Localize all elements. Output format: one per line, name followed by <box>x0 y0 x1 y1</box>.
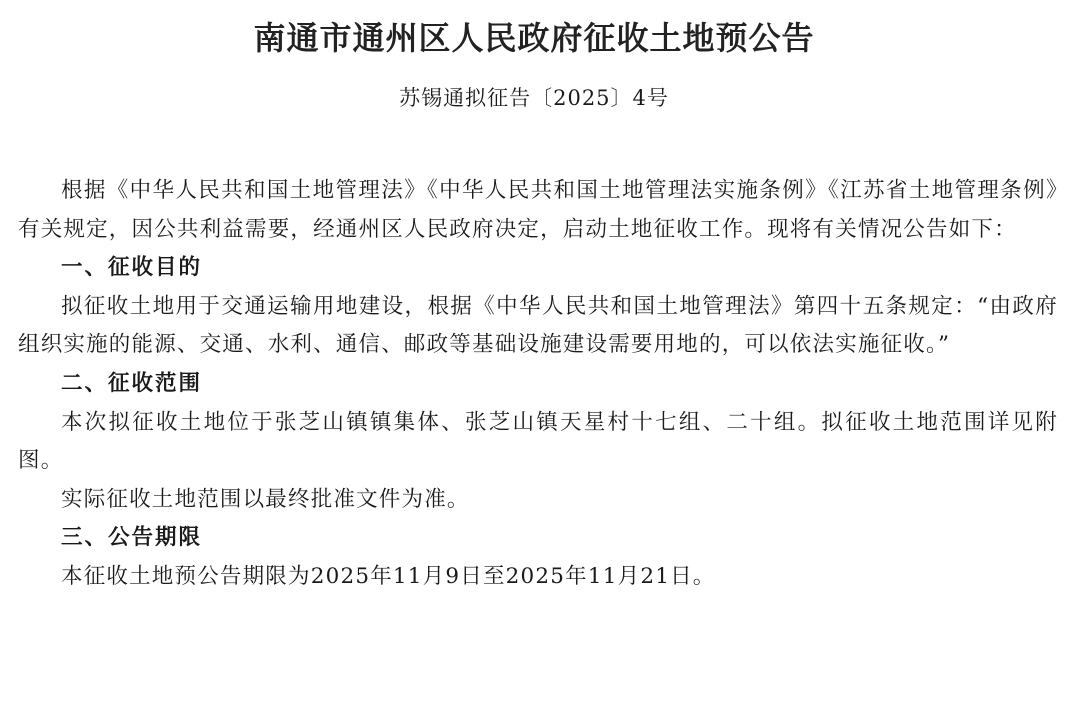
section-paragraph: 本征收土地预公告期限为2025年11月9日至2025年11月21日。 <box>61 563 716 589</box>
document-title: 南通市通州区人民政府征收土地预公告 <box>253 19 815 57</box>
section-paragraph: 本次拟征收土地位于张芝山镇镇集体、张芝山镇天星村十七组、二十组。拟征收土地范围详见附图。 <box>18 409 1058 474</box>
section-heading-scope: 二、征收范围 <box>61 370 203 396</box>
section-heading-purpose: 一、征收目的 <box>61 255 203 281</box>
document-body <box>18 172 1058 597</box>
section-paragraph: 实际征收土地范围以最终批准文件为准。 <box>61 486 470 512</box>
section-heading-period: 三、公告期限 <box>61 525 203 551</box>
document-number: 苏锡通拟征告〔2025〕4号 <box>399 86 669 110</box>
section-paragraph: 拟征收土地用于交通运输用地建设，根据《中华人民共和国土地管理法》第四十五条规定：“由政府组织实施的能源、交通、水利、通信、邮政等基础设施建设需要用地的，可以依法实施征收。” <box>18 293 1058 358</box>
intro-paragraph: 根据《中华人民共和国土地管理法》《中华人民共和国土地管理法实施条例》《江苏省土地管理条例》有关规定，因公共利益需要，经通州区人民政府决定，启动土地征收工作。现将有关情况公告如下： <box>18 178 1058 242</box>
